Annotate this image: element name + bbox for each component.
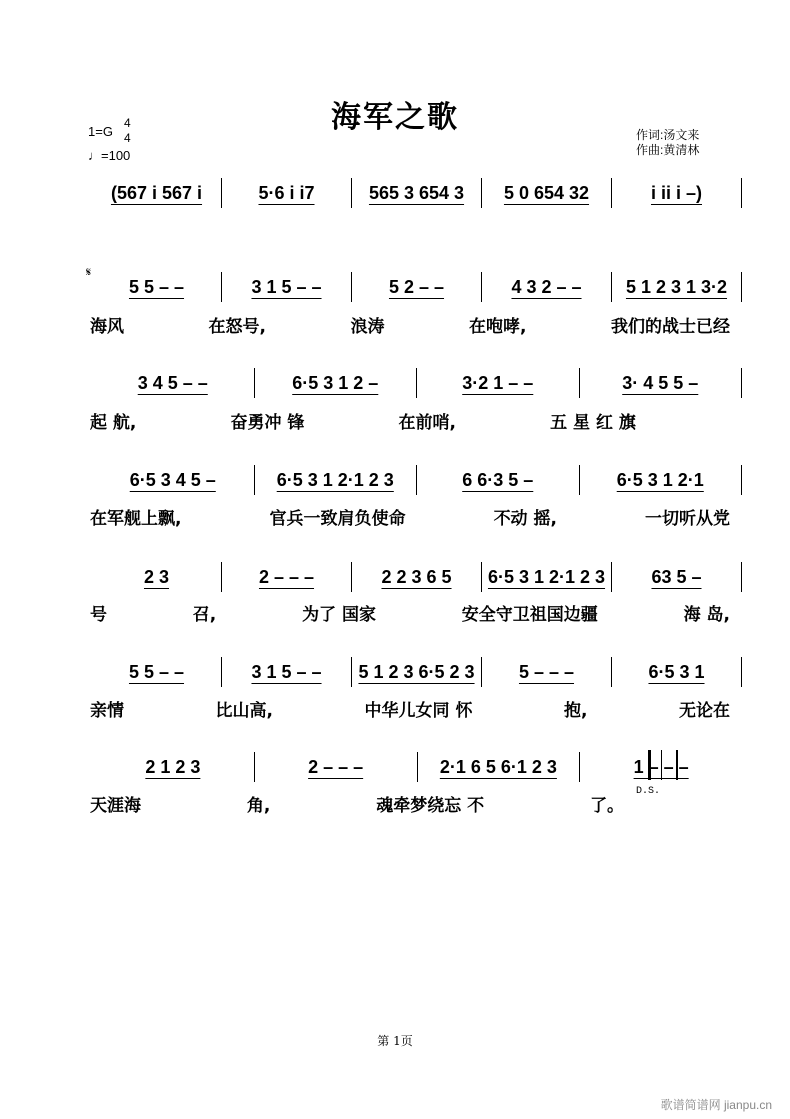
tempo-marking: ♩=100 bbox=[88, 148, 131, 163]
measure: (567 i 567 i bbox=[110, 182, 203, 203]
key-signature: 1=G bbox=[88, 124, 113, 139]
lyric-phrase: 角, bbox=[246, 796, 271, 816]
lyric-phrase: 五 星 红 旗 bbox=[550, 413, 636, 433]
lyrics-line bbox=[90, 696, 730, 721]
measure: 5 1 2 3 1 3·2 bbox=[625, 276, 728, 297]
lyrics-line bbox=[90, 504, 730, 529]
barline bbox=[741, 657, 742, 687]
lyrics-line bbox=[90, 600, 730, 625]
measure: 2 – – – bbox=[258, 566, 315, 587]
measure: 2·1 6 5 6·1 2 3 bbox=[439, 756, 557, 777]
segno-icon: 𝄋 bbox=[86, 265, 92, 279]
measure: 6·5 3 1 2·1 2 3 bbox=[487, 566, 606, 587]
measure: 5 5 – – bbox=[128, 661, 185, 682]
lyric-phrase: 海 岛, bbox=[683, 605, 730, 625]
lyricist: 作词:汤文来 bbox=[636, 128, 700, 142]
lyric-phrase: 亲情 bbox=[90, 701, 124, 721]
composer: 作曲:黄清林 bbox=[636, 143, 700, 157]
measure: 6·5 3 1 2 – bbox=[292, 372, 379, 393]
measure: 5 2 – – bbox=[388, 276, 445, 297]
notation-line bbox=[92, 178, 742, 208]
measure: 63 5 – bbox=[651, 566, 702, 587]
time-bottom: 4 bbox=[124, 131, 131, 145]
lyric-phrase: 在军舰上飘, bbox=[90, 509, 182, 529]
measure: 3·2 1 – – bbox=[462, 372, 534, 393]
measure: 3 1 5 – – bbox=[251, 276, 322, 297]
lyric-phrase: 召, bbox=[192, 605, 217, 625]
barline bbox=[741, 272, 742, 302]
measure: 2 – – – bbox=[308, 756, 364, 777]
credits bbox=[636, 128, 699, 158]
measure: 5 0 654 32 bbox=[503, 182, 590, 203]
lyrics-line bbox=[90, 408, 730, 433]
measure: 3· 4 5 5 – bbox=[622, 372, 699, 393]
notation-line bbox=[92, 272, 742, 302]
measure: 2 2 3 6 5 bbox=[381, 566, 452, 587]
measure: 6·5 3 1 bbox=[648, 661, 705, 682]
time-top: 4 bbox=[124, 116, 131, 130]
watermark: 歌谱简谱网 jianpu.cn bbox=[660, 1098, 772, 1112]
measure: 3 1 5 – – bbox=[251, 661, 322, 682]
notation-line bbox=[92, 657, 742, 687]
dal-segno-marking: D.S. bbox=[636, 786, 661, 797]
measure: 6·5 3 4 5 – bbox=[129, 469, 216, 490]
measure: 2 3 bbox=[143, 566, 170, 587]
lyric-phrase: 我们的战士已经 bbox=[611, 317, 730, 337]
measure: 6·5 3 1 2·1 2 3 bbox=[276, 469, 394, 490]
lyric-phrase: 官兵一致肩负使命 bbox=[269, 509, 406, 529]
notation-line bbox=[92, 562, 742, 592]
final-barline-extra bbox=[676, 750, 679, 780]
lyric-phrase: 号 bbox=[90, 605, 107, 625]
measure: 1 – – – bbox=[633, 756, 689, 777]
notation-line bbox=[92, 368, 742, 398]
lyric-phrase: 了。 bbox=[590, 796, 625, 816]
measure: 5 1 2 3 6·5 2 3 bbox=[358, 661, 475, 682]
lyric-phrase: 安全守卫祖国边疆 bbox=[461, 605, 598, 625]
barline bbox=[741, 465, 742, 495]
lyric-phrase: 在前哨, bbox=[398, 413, 456, 433]
lyrics-line bbox=[90, 791, 730, 816]
notation-line bbox=[92, 465, 742, 495]
lyrics-line bbox=[90, 312, 730, 337]
lyric-phrase: 在怒号, bbox=[208, 317, 266, 337]
measure: 5 – – – bbox=[518, 661, 575, 682]
measure: 6 6·3 5 – bbox=[462, 469, 534, 490]
page-number: 第 1页 bbox=[377, 1034, 413, 1048]
lyric-phrase: 在咆哮, bbox=[469, 317, 527, 337]
lyric-phrase: 无论在 bbox=[678, 701, 730, 721]
barline bbox=[741, 178, 742, 208]
lyric-phrase: 一切听从党 bbox=[645, 509, 730, 529]
measure: i ii i –) bbox=[650, 182, 702, 203]
notation-line bbox=[92, 752, 742, 782]
lyric-phrase: 浪涛 bbox=[350, 317, 385, 337]
lyric-phrase: 为了 国家 bbox=[302, 605, 376, 625]
measure: 2 1 2 3 bbox=[145, 756, 201, 777]
final-barline bbox=[648, 750, 662, 780]
lyric-phrase: 天涯海 bbox=[90, 796, 141, 816]
lyric-phrase: 奋勇冲 锋 bbox=[230, 413, 305, 433]
measure: 5 5 – – bbox=[128, 276, 185, 297]
measure: 3 4 5 – – bbox=[137, 372, 208, 393]
lyric-phrase: 起 航, bbox=[90, 413, 137, 433]
lyric-phrase: 中华儿女同 怀 bbox=[364, 701, 473, 721]
measure: 4 3 2 – – bbox=[511, 276, 582, 297]
lyric-phrase: 魂牵梦绕忘 不 bbox=[376, 796, 485, 816]
song-title: 海军之歌 bbox=[331, 100, 459, 135]
time-signature bbox=[124, 116, 131, 146]
measure: 565 3 654 3 bbox=[368, 182, 465, 203]
lyric-phrase: 比山高, bbox=[215, 701, 273, 721]
measure: 5·6 i i7 bbox=[258, 182, 315, 203]
barline bbox=[741, 562, 742, 592]
lyric-phrase: 不动 摇, bbox=[493, 509, 557, 529]
lyric-phrase: 抱, bbox=[563, 701, 588, 721]
barline bbox=[741, 368, 742, 398]
lyric-phrase: 海风 bbox=[90, 317, 124, 337]
measure: 6·5 3 1 2·1 bbox=[616, 469, 704, 490]
